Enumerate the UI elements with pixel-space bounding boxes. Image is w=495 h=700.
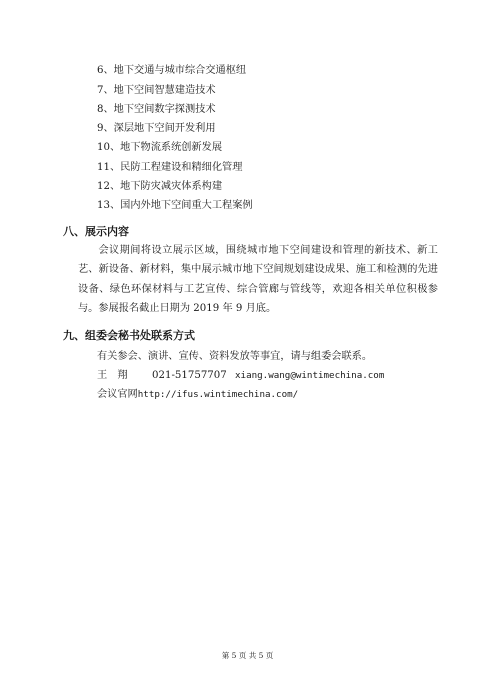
website-link[interactable]: http://ifus.wintimechina.com/ [137,389,299,400]
contact-intro: 有关参会、演讲、宣传、资料发放等事宜，请与组委会联系。 [97,351,373,362]
topic-item: 7、地下空间智慧建造技术 [97,85,216,96]
section-heading-exhibition: 八、展示内容 [63,225,129,238]
page-footer: 第 5 页 共 5 页 [221,651,274,660]
contact-email[interactable]: xiang.wang@wintimechina.com [235,370,385,381]
website-label: 会议官网 [97,389,138,400]
topic-item: 10、地下物流系统创新发展 [97,142,223,153]
exhibition-paragraph [78,241,438,318]
topic-item: 8、地下空间数字探测技术 [97,104,216,115]
contact-name: 王 翔 [97,370,128,381]
exhibition-text: 会议期间将设立展示区域，围绕城市地下空间建设和管理的新技术、新工艺、新设备、新材料，集中展示城市地下空间规划建设成果、施工和检测的先进设备、绿色环保材料与工艺宣传、综合管廊与管线等，欢迎各相关单位积极参与。参展报名截止日期为 2019 年 9 月底。 [78,245,438,314]
topic-item: 9、深层地下空间开发利用 [97,123,216,134]
topic-item: 13、国内外地下空间重大工程案例 [97,200,253,211]
topic-item: 6、地下交通与城市综合交通枢纽 [97,65,247,76]
topic-item: 12、地下防灾减灾体系构建 [97,181,223,192]
contact-phone: 021-51757707 [152,370,227,381]
website-line [97,388,298,402]
topic-item: 11、民防工程建设和精细化管理 [97,162,243,173]
section-heading-contact: 九、组委会秘书处联系方式 [63,329,195,342]
